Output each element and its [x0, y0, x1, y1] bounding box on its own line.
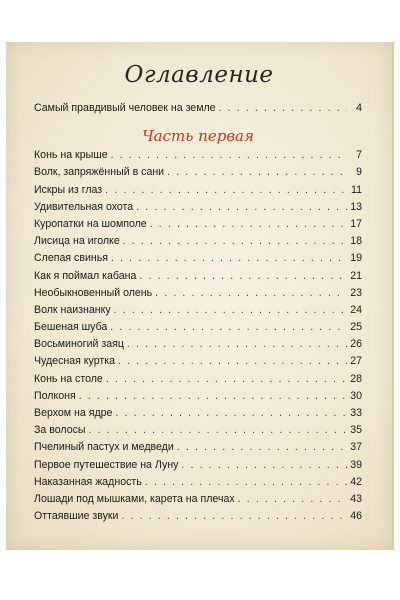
toc-entry-label: Конь на крыше [34, 149, 108, 162]
toc-entry [34, 149, 362, 166]
toc-entry-label: Как я поймал кабана [34, 269, 137, 282]
toc-entry-label: Лисица на иголке [34, 235, 120, 248]
toc-entry-page: 9 [356, 166, 362, 179]
toc-entry [34, 355, 362, 372]
toc-entry-label: Куропатки на шомполе [34, 217, 147, 230]
toc-entry [34, 166, 362, 183]
toc-entry-page: 23 [350, 286, 362, 299]
toc-leader-dots [181, 459, 347, 471]
toc-entry-page: 4 [356, 102, 362, 114]
toc-leader-dots [89, 424, 347, 436]
book-page [6, 42, 394, 550]
toc-leader-dots [177, 441, 347, 453]
toc-entry [34, 510, 362, 527]
toc-entry-label: Волк, запряжённый в сани [34, 166, 165, 179]
toc-entry [34, 270, 362, 287]
toc-leader-dots [127, 338, 347, 350]
toc-leader-dots [145, 476, 347, 488]
toc-entry [34, 338, 362, 355]
toc-entry [34, 184, 362, 201]
toc-entry-intro [34, 102, 362, 119]
toc-leader-dots [114, 304, 347, 316]
toc-entry [34, 493, 362, 510]
toc-entry-label: Полконя [34, 389, 76, 402]
toc-entry-page: 42 [350, 475, 362, 488]
toc-entry [34, 321, 362, 338]
toc-leader-dots [136, 201, 347, 213]
toc-entry [34, 201, 362, 218]
toc-leader-dots [238, 493, 347, 505]
toc-entry-label: Верхом на ядре [34, 407, 113, 419]
toc-leader-dots [111, 252, 347, 264]
toc-entry-page: 18 [350, 235, 362, 248]
toc-entry-page: 26 [350, 338, 362, 351]
toc-entry-label: Искры из глаз [34, 183, 103, 196]
toc-entry-page: 43 [350, 492, 362, 505]
toc-entry [34, 476, 362, 493]
toc-entry-label: Необыкновенный олень [34, 286, 153, 299]
toc-leader-dots [123, 235, 347, 247]
toc-entry-page: 28 [350, 372, 362, 385]
toc-entry-label: Пчелиный пастух и медведи [34, 441, 174, 454]
toc-entry-page: 30 [350, 389, 362, 402]
toc-entry-label: Удивительная охота [34, 200, 134, 213]
toc-entry-page: 35 [350, 424, 362, 437]
toc-entry-page: 17 [350, 217, 362, 230]
toc-entry-page: 33 [350, 407, 362, 419]
toc-entry-label: Наказанная жадность [34, 475, 142, 488]
toc-leader-dots [111, 149, 347, 161]
toc-leader-dots [167, 166, 347, 178]
toc-entry-label: Лошади под мышками, карета на плечах [34, 492, 235, 505]
toc-entry-label: Слепая свинья [34, 252, 108, 265]
toc-entry-label: За волосы [34, 424, 86, 437]
toc-entry [34, 287, 362, 304]
toc-leader-dots [150, 218, 347, 230]
toc-entry [34, 441, 362, 458]
toc-entry-page: 13 [350, 200, 362, 213]
toc-entry-label: Чудесная куртка [34, 355, 115, 368]
toc-leader-dots [79, 390, 347, 402]
toc-entry [34, 252, 362, 269]
toc-entry [34, 407, 362, 424]
toc-entry-label: Восьминогий заяц [34, 338, 124, 351]
toc-entry-page: 7 [356, 149, 362, 162]
toc-leader-dots [121, 510, 347, 522]
toc-entry-page: 25 [350, 321, 362, 334]
toc-entry-page: 27 [350, 355, 362, 368]
toc-entry [34, 424, 362, 441]
section-title: Часть первая [142, 127, 254, 146]
toc-entry-label: Первое путешествие на Луну [34, 458, 179, 471]
toc-entry [34, 218, 362, 235]
toc-leader-dots [106, 373, 347, 385]
toc-leader-dots [118, 355, 347, 367]
toc-entry-list [34, 149, 362, 527]
toc-entry [34, 373, 362, 390]
toc-entry-page: 39 [350, 458, 362, 471]
toc-entry-label: Волк наизнанку [34, 303, 111, 316]
toc-leader-dots [155, 287, 347, 299]
toc-entry-page: 46 [350, 510, 362, 523]
toc-leader-dots [105, 184, 347, 196]
toc-entry-label: Самый правдивый человек на земле [34, 102, 216, 114]
toc-leader-dots [139, 270, 347, 282]
toc-entry-label: Оттаявшие звуки [34, 510, 119, 523]
toc-entry [34, 304, 362, 321]
toc-entry-label: Бешеная шуба [34, 321, 108, 334]
page-title: Оглавление [124, 62, 274, 88]
toc-leader-dots [110, 321, 347, 333]
table-of-contents [34, 102, 362, 527]
toc-leader-dots [115, 407, 347, 419]
toc-entry-page: 37 [350, 441, 362, 454]
toc-leader-dots [219, 102, 347, 114]
toc-entry-page: 21 [350, 269, 362, 282]
toc-entry [34, 459, 362, 476]
toc-entry-page: 19 [350, 252, 362, 265]
toc-entry-page: 11 [351, 183, 362, 196]
toc-entry [34, 390, 362, 407]
toc-entry-page: 24 [350, 303, 362, 316]
toc-entry [34, 235, 362, 252]
toc-entry-label: Конь на столе [34, 372, 103, 385]
